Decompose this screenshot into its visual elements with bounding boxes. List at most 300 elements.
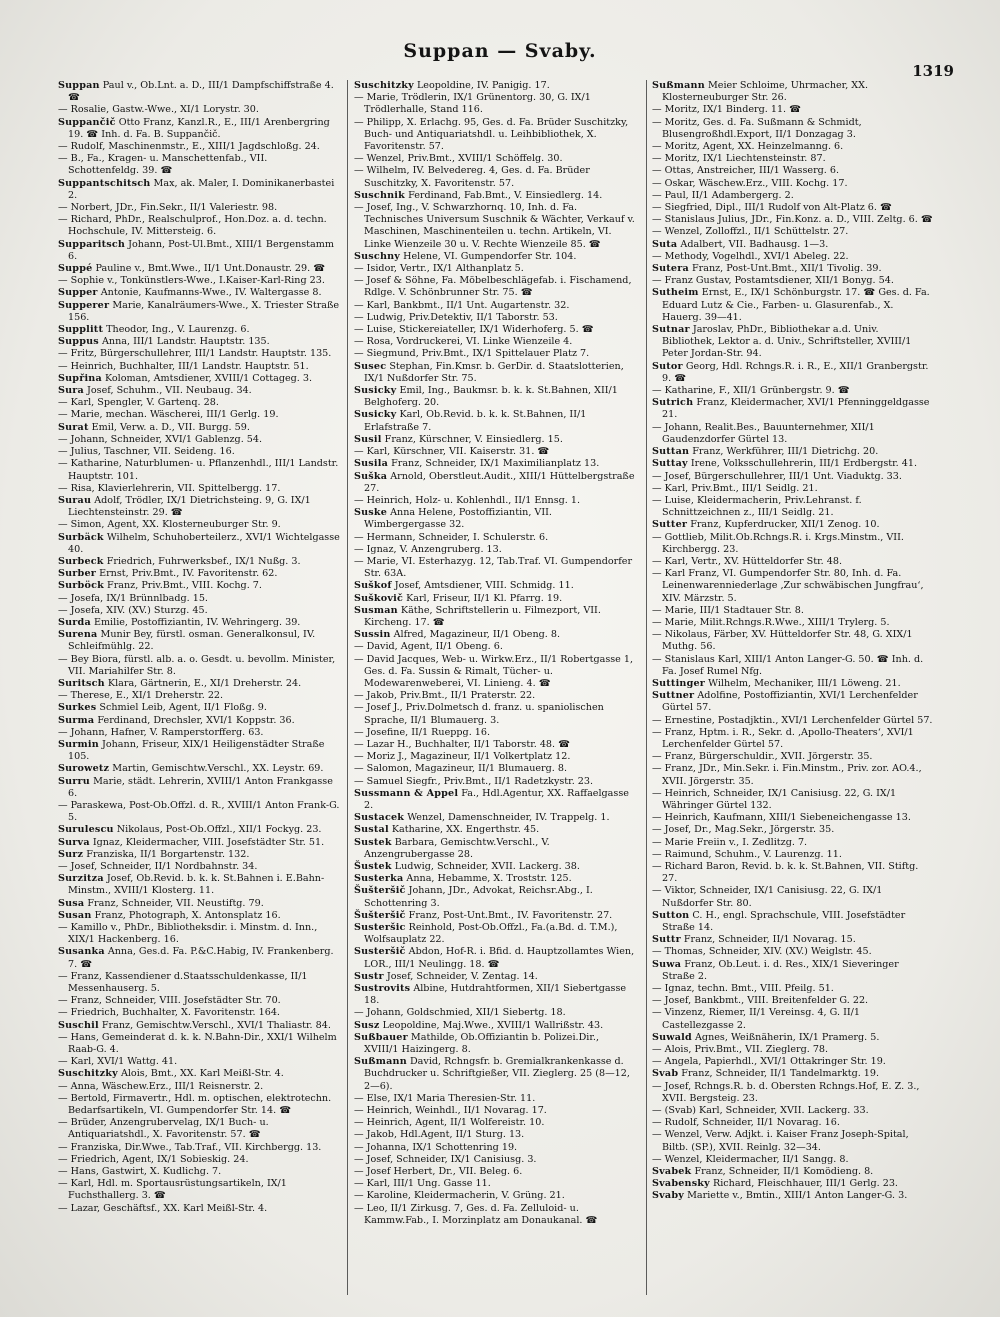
entry-details: Wenzel, Damenschneider, IV. Trappelg. 1.	[407, 812, 610, 824]
entry-details: — Moriz J., Magazineur, II/1 Volkertplatz 12.	[354, 751, 571, 763]
directory-entry	[652, 361, 934, 385]
entry-surname: Susman	[354, 604, 398, 616]
entry-details: Franz, Kupferdrucker, XII/1 Zenog. 10.	[690, 519, 880, 531]
entry-details: — Leo, II/1 Zirkusg. 7, Ges. d. Fa. Zelluloid- u. Kammw.Fab., I. Morzinplatz am Donaukanal. ☎	[354, 1202, 598, 1226]
directory-entry	[58, 324, 340, 336]
directory-entry	[58, 1154, 340, 1166]
entry-details: Franz, Kleidermacher, XVI/1 Pfenninggeldgasse 21.	[662, 397, 930, 421]
directory-entry	[354, 153, 636, 165]
directory-entry	[652, 1068, 934, 1080]
entry-surname: Sutor	[652, 360, 683, 372]
entry-details: Fa., Hdl.Agentur, XX. Raffaelgasse 2.	[364, 787, 629, 811]
entry-details: — Philipp, X. Erlachg. 95, Ges. d. Fa. Brüder Suschitzky, Buch- und Antiquariatshdl. u. Leihbibliothek, X. Favoritenstr. 57.	[354, 116, 629, 153]
directory-entry	[58, 483, 340, 495]
entry-details: — Wenzel, Priv.Bmt., XVIII/1 Schöffelg. 30.	[354, 153, 563, 165]
directory-entry	[652, 1117, 934, 1129]
entry-details: Franz, Schneider, II/1 Novarag. 15.	[683, 934, 856, 946]
entry-details: David, Rchngsfr. b. Gremialkrankenkasse d. Buchdrucker u. Schriftgießer, VII. Zieglerg. 25 (8—12, 2—6).	[364, 1056, 630, 1092]
entry-details: Jaroslav, PhDr., Bibliothekar a.d. Univ. Bibliothek, Lektor a. d. Univ., Schriftsteller, XVIII/1 Peter Jordan-Str. 94.	[662, 324, 912, 360]
directory-entry	[58, 422, 340, 434]
entry-details: — Josef & Söhne, Fa. Möbelbeschlägefab. i. Fischamend, Rdlge. V. Schönbrunner Str. 75. ☎	[354, 275, 632, 299]
entry-details: — Anna, Wäschew.Erz., III/1 Reisnerstr. 2.	[58, 1080, 264, 1092]
directory-entry	[354, 1007, 636, 1019]
entry-details: — Franz Gustav, Postamtsdiener, XII/1 Bonyg. 54.	[652, 275, 894, 287]
directory-entry	[652, 1007, 934, 1031]
directory-entry	[652, 190, 934, 202]
entry-surname: Suschitzky	[58, 1068, 118, 1080]
entry-details: — Karl Franz, VI. Gumpendorfer Str. 80, Inh. d. Fa. Leinenwarenniederlage ‚Zur schwäbischen Jungfrau‘, XIV. Märzstr. 5.	[652, 568, 924, 604]
directory-entry	[354, 312, 636, 324]
directory-entry	[58, 153, 340, 177]
directory-entry	[652, 422, 934, 446]
entry-details: — Luise, Kleidermacherin, Priv.Lehranst. f. Schnittzeichnen z., III/1 Seidlg. 21.	[652, 494, 862, 519]
entry-details: — Josef, Bankbmt., VIII. Breitenfelder G. 22.	[652, 995, 869, 1007]
entry-surname: Suske	[354, 507, 388, 519]
entry-details: Franz, Photograph, X. Antonsplatz 16.	[94, 909, 281, 921]
entry-details: — Richard, PhDr., Realschulprof., Hon.Doz. a. d. techn. Hochschule, IV. Mittersteig. 6.	[58, 214, 327, 238]
directory-entry	[354, 165, 636, 189]
directory-entry	[354, 1020, 636, 1032]
directory-entry	[652, 263, 934, 275]
directory-entry	[652, 885, 934, 909]
entry-details: — Josefa, XIV. (XV.) Sturzg. 45.	[58, 604, 208, 616]
directory-entry	[354, 1154, 636, 1166]
entry-surname: Suwald	[652, 1031, 692, 1043]
directory-entry	[58, 434, 340, 446]
directory-entry	[58, 739, 340, 763]
directory-entry	[354, 434, 636, 446]
directory-entry	[652, 287, 934, 324]
directory-entry	[652, 849, 934, 861]
entry-surname: Suška	[354, 470, 388, 482]
directory-entry	[354, 593, 636, 605]
directory-entry	[58, 1166, 340, 1178]
entry-details: — Franz, JDr., Min.Sekr. i. Fin.Minstm., Priv. zor. AO.4., XVII. Jörgerstr. 35.	[652, 763, 922, 787]
directory-entry	[58, 849, 340, 861]
directory-entry	[354, 702, 636, 726]
entry-surname: Susicky	[354, 385, 397, 397]
directory-entry	[354, 788, 636, 812]
directory-entry	[58, 971, 340, 995]
directory-entry	[58, 1056, 340, 1068]
directory-entry	[58, 605, 340, 617]
entry-details: — David, Agent, II/1 Obeng. 6.	[354, 641, 503, 653]
entry-details: — Johann, Hafner, V. Ramperstorfferg. 63.	[58, 726, 264, 738]
entry-details: — Richard Baron, Revid. b. k. k. St.Bahnen, VII. Stiftg. 27.	[652, 861, 919, 885]
entry-details: Franz, Post-Unt.Bmt., XII/1 Tivolig. 39.	[691, 263, 882, 275]
entry-details: Alfred, Magazineur, II/1 Obeng. 8.	[393, 629, 561, 641]
entry-details: Franz, Ob.Leut. i. d. Res., XIX/1 Sieveringer Straße 2.	[662, 958, 899, 982]
entry-details: — Wilhelm, IV. Belvedereg. 4, Ges. d. Fa. Brüder Suschitzky, X. Favoritenstr. 57.	[354, 165, 590, 189]
directory-entry	[354, 1203, 636, 1227]
directory-entry	[652, 812, 934, 824]
entry-details: — Karl, Kürschner, VII. Kaiserstr. 31. ☎	[354, 446, 550, 458]
entry-surname: Suttinger	[652, 677, 706, 689]
directory-entry	[58, 715, 340, 727]
directory-entry	[354, 251, 636, 263]
entry-details: — Jakob, Hdl.Agent, II/1 Sturg. 13.	[354, 1129, 525, 1141]
entry-details: Albine, Hutdrahtformen, XII/1 Siebertgasse 18.	[364, 983, 627, 1007]
entry-details: Franz, Werkführer, III/1 Dietrichg. 20.	[692, 446, 879, 458]
directory-entry	[652, 959, 934, 983]
entry-details: Josef, Amtsdiener, VIII. Schmidg. 11.	[394, 580, 574, 592]
entry-surname: Surma	[58, 714, 95, 726]
directory-entry	[58, 275, 340, 287]
entry-details: Adolfine, Postoffiziantin, XVI/1 Lerchenfelder Gürtel 57.	[662, 690, 918, 714]
directory-entry	[354, 690, 636, 702]
directory-entry	[652, 617, 934, 629]
entry-details: Barbara, Gemischtw.Verschl., V. Anzengrubergasse 28.	[364, 836, 550, 860]
entry-surname: Suttr	[652, 934, 681, 946]
entry-surname: Surulescu	[58, 824, 114, 836]
entry-surname: Šušteršič	[354, 885, 406, 897]
entry-details: — Karl, Vertr., XV. Hütteldorfer Str. 48.	[652, 555, 842, 567]
entry-details: Richard, Fleischhauer, III/1 Gerlg. 23.	[713, 1178, 898, 1190]
entry-details: Karl, Ob.Revid. b. k. k. St.Bahnen, II/1 Erlafstraße 7.	[364, 409, 587, 433]
entry-details: — Katharine, Naturblumen- u. Pflanzenhdl., III/1 Landstr. Hauptstr. 101.	[58, 458, 339, 482]
directory-entry	[58, 409, 340, 421]
directory-entry	[652, 324, 934, 361]
entry-details: — Isidor, Vertr., IX/1 Althanplatz 5.	[354, 263, 524, 275]
entry-details: — Heinrich, Holz- u. Kohlenhdl., II/1 Ennsg. 1.	[354, 494, 581, 506]
entry-details: Leopoldine, IV. Panigig. 17.	[416, 80, 550, 91]
entry-surname: Suppé	[58, 263, 93, 275]
entry-details: — Heinrich, Kaufmann, XIII/1 Siebeneichengasse 13.	[652, 812, 911, 824]
column-divider	[646, 80, 647, 1295]
entry-surname: Sutnar	[652, 324, 690, 336]
entry-surname: Susanka	[58, 946, 105, 958]
directory-entry	[652, 946, 934, 958]
directory-entry	[58, 239, 340, 263]
directory-entry	[354, 654, 636, 691]
entry-details: — Nikolaus, Färber, XV. Hütteldorfer Str. 48, G. XIX/1 Muthg. 56.	[652, 629, 913, 653]
entry-surname: Surva	[58, 836, 90, 848]
entry-details: — Siegfried, Dipl., III/1 Rudolf von Alt-Platz 6. ☎	[652, 202, 892, 214]
directory-entry	[354, 1129, 636, 1141]
entry-details: — Bey Biora, fürstl. alb. a. o. Gesdt. u. bevollm. Minister, VII. Mariahilfer Str. 8.	[58, 653, 336, 677]
directory-entry	[354, 1056, 636, 1093]
entry-details: — Hermann, Schneider, I. Schulerstr. 6.	[354, 531, 549, 543]
directory-entry	[58, 617, 340, 629]
directory-entry	[58, 1178, 340, 1202]
column-divider	[347, 80, 348, 1295]
entry-details: — Rudolf, Maschinenmstr., E., XIII/1 Jagdschloßg. 24.	[58, 141, 320, 153]
entry-details: — Josefine, II/1 Rueppg. 16.	[354, 726, 491, 738]
page-header-title: Suppan — Svaby.	[403, 40, 597, 62]
entry-surname: Surz	[58, 848, 84, 860]
entry-details: — Josef J., Priv.Dolmetsch d. franz. u. spaniolischen Sprache, II/1 Blumauerg. 3.	[354, 702, 604, 726]
entry-details: Max, ak. Maler, I. Dominikanerbastei 2.	[68, 177, 335, 201]
directory-entry	[652, 995, 934, 1007]
entry-details: Ernst, Priv.Bmt., IV. Favoritenstr. 62.	[99, 568, 278, 580]
entry-surname: Suttan	[652, 446, 690, 458]
entry-details: — Johann, Goldschmied, XII/1 Siebertg. 18.	[354, 1007, 566, 1019]
entry-surname: Sutter	[652, 519, 688, 531]
entry-details: — Heinrich, Agent, II/1 Wolfereistr. 10.	[354, 1117, 545, 1129]
entry-details: Marie, Kanalräumers-Wwe., X. Triester Straße 156.	[68, 299, 340, 323]
entry-details: — Heinrich, Schneider, IX/1 Canisiusg. 22, G. IX/1 Währinger Gürtel 132.	[652, 787, 897, 811]
entry-details: — Josefa, IX/1 Brünnlbadg. 15.	[58, 592, 208, 604]
entry-surname: Supplitt	[58, 324, 104, 336]
entry-details: — Marie, III/1 Stadtauer Str. 8.	[652, 604, 804, 616]
entry-details: — (Svab) Karl, Schneider, XVII. Lackerg. 33.	[652, 1105, 869, 1117]
entry-surname: Susec	[354, 360, 387, 372]
directory-entry	[354, 300, 636, 312]
directory-entry	[652, 214, 934, 226]
entry-details: Nikolaus, Post-Ob.Offzl., XII/1 Fockyg. 23.	[116, 824, 322, 836]
directory-entry	[354, 117, 636, 154]
directory-entry	[58, 1093, 340, 1117]
entry-details: Anna Helene, Postoffiziantin, VII. Wimbergergasse 32.	[364, 507, 552, 531]
entry-details: — Johann, Schneider, XVI/1 Gablenzg. 54.	[58, 433, 263, 445]
directory-entry	[652, 483, 934, 495]
entry-details: — Johanna, IX/1 Schottenring 19.	[354, 1141, 518, 1153]
entry-details: Georg, Hdl. Rchngs.R. i. R., E., XII/1 Granbergstr. 9. ☎	[662, 360, 929, 384]
entry-surname: Suritsch	[58, 677, 105, 689]
directory-entry	[354, 446, 636, 458]
entry-surname: Surowetz	[58, 763, 110, 775]
directory-entry	[354, 751, 636, 763]
directory-entry	[652, 983, 934, 995]
entry-surname: Susteršič	[354, 946, 406, 958]
directory-entry	[58, 446, 340, 458]
entry-surname: Susicky	[354, 409, 397, 421]
directory-entry	[652, 1154, 934, 1166]
directory-entry	[58, 178, 340, 202]
entry-details: Franz, Schneider, IX/1 Maximilianplatz 13.	[391, 458, 600, 470]
directory-entry	[58, 800, 340, 824]
directory-entry	[652, 446, 934, 458]
directory-entry	[354, 946, 636, 970]
entry-details: Schmiel Leib, Agent, II/1 Floßg. 9.	[99, 702, 267, 714]
entry-details: — Marie, VI. Esterhazyg. 12, Tab.Traf. VI. Gumpendorfer Str. 63A.	[354, 555, 633, 580]
directory-entry	[652, 80, 934, 104]
entry-details: — Alois, Priv.Bmt., VII. Zieglerg. 78.	[652, 1044, 829, 1056]
directory-entry	[652, 556, 934, 568]
directory-entry	[58, 458, 340, 482]
entry-details: Irene, Volksschullehrerin, III/1 Erdbergstr. 41.	[690, 458, 918, 470]
directory-entry	[354, 922, 636, 946]
entry-surname: Surzitza	[58, 873, 104, 885]
entry-surname: Suttner	[652, 690, 695, 702]
directory-entry	[58, 1117, 340, 1141]
entry-surname: Suškovič	[354, 592, 404, 604]
entry-details: Karl, Friseur, II/1 Kl. Pfarrg. 19.	[406, 592, 563, 604]
entry-details: Mathilde, Ob.Offiziantin b. Polizei.Dir., XVIII/1 Haizingerg. 8.	[364, 1031, 599, 1056]
directory-entry	[354, 80, 636, 92]
directory-entry	[58, 861, 340, 873]
entry-surname: Sutera	[652, 263, 689, 275]
entry-details: — Viktor, Schneider, IX/1 Canisiusg. 22, G. IX/1 Nußdorfer Str. 80.	[652, 885, 883, 909]
directory-entry	[58, 1142, 340, 1154]
directory-entry	[354, 1105, 636, 1117]
entry-details: Käthe, Schriftstellerin u. Filmezport, VII. Kircheng. 17. ☎	[364, 604, 601, 628]
directory-entry	[58, 532, 340, 556]
entry-details: Pauline v., Bmt.Wwe., II/1 Unt.Donaustr. 29. ☎	[95, 263, 326, 275]
directory-entry	[58, 104, 340, 116]
entry-surname: Sussin	[354, 629, 391, 641]
entry-details: Ernst, E., IX/1 Schönburgstr. 17. ☎ Ges. d. Fa. Eduard Lutz & Cie., Farben- u. Glasurenfab., X. Hauerg. 39—41.	[662, 287, 930, 323]
directory-entry	[58, 910, 340, 922]
entry-details: Mariette v., Bmtin., XIII/1 Anton Langer-G. 3.	[687, 1190, 908, 1202]
entry-details: Ferdinand, Fab.Bmt., V. Einsiedlerg. 14.	[408, 189, 603, 201]
entry-details: Emilie, Postoffiziantin, IV. Wehringerg. 39.	[93, 616, 301, 628]
directory-entry	[652, 1081, 934, 1105]
entry-surname: Suppan	[58, 80, 100, 91]
entry-details: — Thomas, Schneider, XIV. (XV.) Weiglstr. 45.	[652, 946, 872, 958]
directory-entry	[652, 532, 934, 556]
directory-entry	[354, 507, 636, 531]
directory-entry	[652, 690, 934, 714]
directory-entry	[354, 824, 636, 836]
entry-details: — Franz, Schneider, VIII. Josefstädter Str. 70.	[58, 995, 281, 1007]
entry-details: Franz, Kürschner, V. Einsiedlerg. 15.	[384, 433, 563, 445]
directory-entry	[354, 776, 636, 788]
entry-surname: Sußmann	[354, 1056, 407, 1068]
entry-details: — Karl, XVI/1 Wattg. 41.	[58, 1056, 178, 1068]
directory-entry	[354, 861, 636, 873]
directory-entry	[652, 678, 934, 690]
directory-entry	[652, 861, 934, 885]
directory-entry	[652, 910, 934, 934]
entry-details: — Ignaz, V. Anzengruberg. 13.	[354, 543, 502, 555]
entry-surname: Supperer	[58, 299, 110, 311]
directory-entry	[58, 690, 340, 702]
entry-details: Johann, Post-Ul.Bmt., XIII/1 Bergenstamm 6.	[68, 238, 334, 262]
directory-entry	[58, 556, 340, 568]
directory-entry	[652, 751, 934, 763]
directory-entry	[58, 727, 340, 739]
directory-entry	[354, 92, 636, 116]
directory-entry	[652, 1044, 934, 1056]
entry-details: Franz, Gemischtw.Verschl., XVI/1 Thaliastr. 84.	[101, 1019, 331, 1031]
entry-details: Leopoldine, Maj.Wwe., XVIII/1 Wallrißstr. 43.	[382, 1019, 604, 1031]
entry-details: — Lazar H., Buchhalter, II/1 Taborstr. 48. ☎	[354, 738, 571, 750]
entry-details: — Franz, Kassendiener d.Staatsschuldenkasse, II/1 Messenhauserg. 5.	[58, 970, 308, 995]
entry-details: — Josef, Dr., Mag.Sekr., Jörgerstr. 35.	[652, 824, 835, 836]
directory-entry	[58, 141, 340, 153]
entry-details: Reinhold, Post-Ob.Offzl., Fa.(a.Bd. d. T.M.), Wolfsauplatz 22.	[364, 922, 618, 946]
directory-entry	[652, 934, 934, 946]
entry-details: — Moritz, IX/1 Liechtensteinstr. 87.	[652, 153, 826, 165]
directory-entry	[652, 397, 934, 421]
directory-entry	[58, 1081, 340, 1093]
entry-surname: Susan	[58, 909, 92, 921]
entry-surname: Surbeck	[58, 555, 104, 567]
entry-details: — Josef, Rchngs.R. b. d. Obersten Rchngs.Hof, E. Z. 3., XVII. Bergsteig. 23.	[652, 1080, 920, 1104]
directory-entry	[652, 1166, 934, 1178]
directory-entry	[58, 702, 340, 714]
entry-surname: Suppantschitsch	[58, 177, 151, 189]
entry-surname: Susterka	[354, 873, 404, 885]
directory-entry	[354, 324, 636, 336]
entry-details: — Else, IX/1 Maria Theresien-Str. 11.	[354, 1092, 536, 1104]
entry-surname: Sustek	[354, 836, 392, 848]
entry-surname: Suschny	[354, 250, 401, 262]
entry-details: — Siegmund, Priv.Bmt., IX/1 Spittelauer Platz 7.	[354, 348, 590, 360]
entry-details: — Rosa, Vordruckerei, VI. Linke Wienzeile 4.	[354, 336, 573, 348]
entry-details: — Sophie v., Tonkünstlers-Wwe., I.Kaiser-Karl-Ring 23.	[58, 275, 325, 287]
entry-surname: Suschnik	[354, 189, 405, 201]
entry-details: — Hans, Gemeinderat d. k. k. N.Bahn-Dir., XXI/1 Wilhelm Raab-G. 4.	[58, 1031, 337, 1056]
directory-entry	[354, 727, 636, 739]
entry-surname: Suwa	[652, 958, 682, 970]
directory-entry	[652, 727, 934, 751]
entry-details: — David Jacques, Web- u. Wirkw.Erz., II/1 Robertgasse 1, Ges. d. Fa. Sussin & Rimalt, Tücher- u. Modewarenweberei, VI. Linieng. 4. ☎	[354, 653, 634, 689]
entry-surname: Surber	[58, 568, 97, 580]
entry-details: — Luise, Stickereiateller, IX/1 Widerhoferg. 5. ☎	[354, 324, 594, 336]
directory-entry	[652, 1190, 934, 1202]
entry-details: Paul v., Ob.Lnt. a. D., III/1 Dampfschiffstraße 4. ☎	[68, 80, 334, 104]
directory-entry	[58, 873, 340, 897]
entry-details: — Marie, Trödlerin, IX/1 Grünentorg. 30, G. IX/1 Trödlerhalle, Stand 116.	[354, 92, 591, 116]
directory-entry	[354, 458, 636, 470]
entry-surname: Supřina	[58, 372, 102, 384]
directory-entry	[354, 605, 636, 629]
entry-details: Josef, Schneider, V. Zentag. 14.	[386, 970, 538, 982]
entry-surname: Surda	[58, 616, 91, 628]
entry-details: — Marie Freiin v., I. Zedlitzg. 7.	[652, 836, 808, 848]
entry-details: — Samuel Siegfr., Priv.Bmt., II/1 Radetzkystr. 23.	[354, 775, 594, 787]
entry-surname: Supparitsch	[58, 238, 126, 250]
entry-details: Ignaz, Kleidermacher, VIII. Josefstädter Str. 51.	[92, 836, 325, 848]
directory-entry	[58, 385, 340, 397]
directory-entry	[652, 824, 934, 836]
directory-entry	[652, 1056, 934, 1068]
entry-details: — Paraskewa, Post-Ob.Offzl. d. R., XVIII/1 Anton Frank-G. 5.	[58, 799, 340, 824]
entry-details: — Rosalie, Gastw.-Wwe., XI/1 Lorystr. 30.	[58, 104, 259, 116]
directory-entry	[354, 873, 636, 885]
entry-surname: Surena	[58, 629, 98, 641]
directory-entry	[354, 361, 636, 385]
entry-details: — Friedrich, Agent, IX/1 Sobieskig. 24.	[58, 1153, 249, 1165]
entry-details: — Karl, Bankbmt., II/1 Unt. Augartenstr. 32.	[354, 299, 570, 311]
entry-details: Anna, Ges.d. Fa. P.&C.Habig, IV. Frankenberg. 7. ☎	[68, 946, 334, 970]
entry-surname: Sustal	[354, 824, 389, 836]
directory-entry	[652, 104, 934, 116]
entry-details: — Risa, Klavierlehrerin, VII. Spittelbergg. 17.	[58, 482, 281, 494]
directory-entry	[354, 1178, 636, 1190]
entry-details: — Norbert, JDr., Fin.Sekr., II/1 Valeriestr. 98.	[58, 202, 278, 214]
directory-entry	[58, 763, 340, 775]
entry-details: — Stanislaus Karl, XIII/1 Anton Langer-G. 50. ☎ Inh. d. Fa. Josef Rumel Nfg.	[652, 653, 924, 677]
entry-surname: Suškof	[354, 580, 392, 592]
entry-details: Franziska, II/1 Borgartenstr. 132.	[86, 848, 250, 860]
entry-details: — Simon, Agent, XX. Klosterneuburger Str. 9.	[58, 519, 281, 531]
entry-details: — Franziska, Dir.Wwe., Tab.Traf., VII. Kirchbergg. 13.	[58, 1141, 322, 1153]
entry-surname: Sußbauer	[354, 1031, 408, 1043]
entry-surname: Susteršic	[354, 922, 406, 934]
entry-details: — Methody, Vogelhdl., XVI/1 Abeleg. 22.	[652, 250, 849, 262]
entry-details: Stephan, Fin.Kmsr. b. GerDir. d. Staatslotterien, IX/1 Nußdorfer Str. 75.	[364, 360, 624, 384]
entry-details: — Jakob, Priv.Bmt., II/1 Praterstr. 22.	[354, 690, 536, 702]
column-3	[652, 80, 934, 1300]
entry-details: Johann, JDr., Advokat, Reichsr.Abg., I. Schottenring 3.	[364, 885, 593, 909]
directory-entry	[58, 922, 340, 946]
entry-surname: Šušteršič	[354, 909, 406, 921]
entry-details: Franz, Post-Unt.Bmt., IV. Favoritenstr. 27.	[408, 909, 613, 921]
directory-entry	[354, 983, 636, 1007]
entry-details: — Josef, Bürgerschullehrer, III/1 Unt. Viaduktg. 33.	[652, 470, 902, 482]
directory-entry	[354, 739, 636, 751]
directory-entry	[354, 385, 636, 409]
directory-entry	[58, 495, 340, 519]
entry-details: — Franz, Bürgerschuldir., XVII. Jörgerstr. 35.	[652, 751, 873, 763]
entry-details: — Josef, Schneider, IX/1 Canisiusg. 3.	[354, 1153, 537, 1165]
entry-details: — Brüder, Anzengrubervelag, IX/1 Buch- u. Antiquariatshdl., X. Favoritenstr. 57. ☎	[58, 1117, 269, 1141]
entry-details: Otto Franz, Kanzl.R., E., III/1 Arenbergring 19. ☎ Inh. d. Fa. B. Suppančič.	[68, 116, 330, 140]
entry-details: Adolf, Trödler, IX/1 Dietrichsteing. 9, G. IX/1 Liechtensteinstr. 29. ☎	[68, 494, 311, 519]
